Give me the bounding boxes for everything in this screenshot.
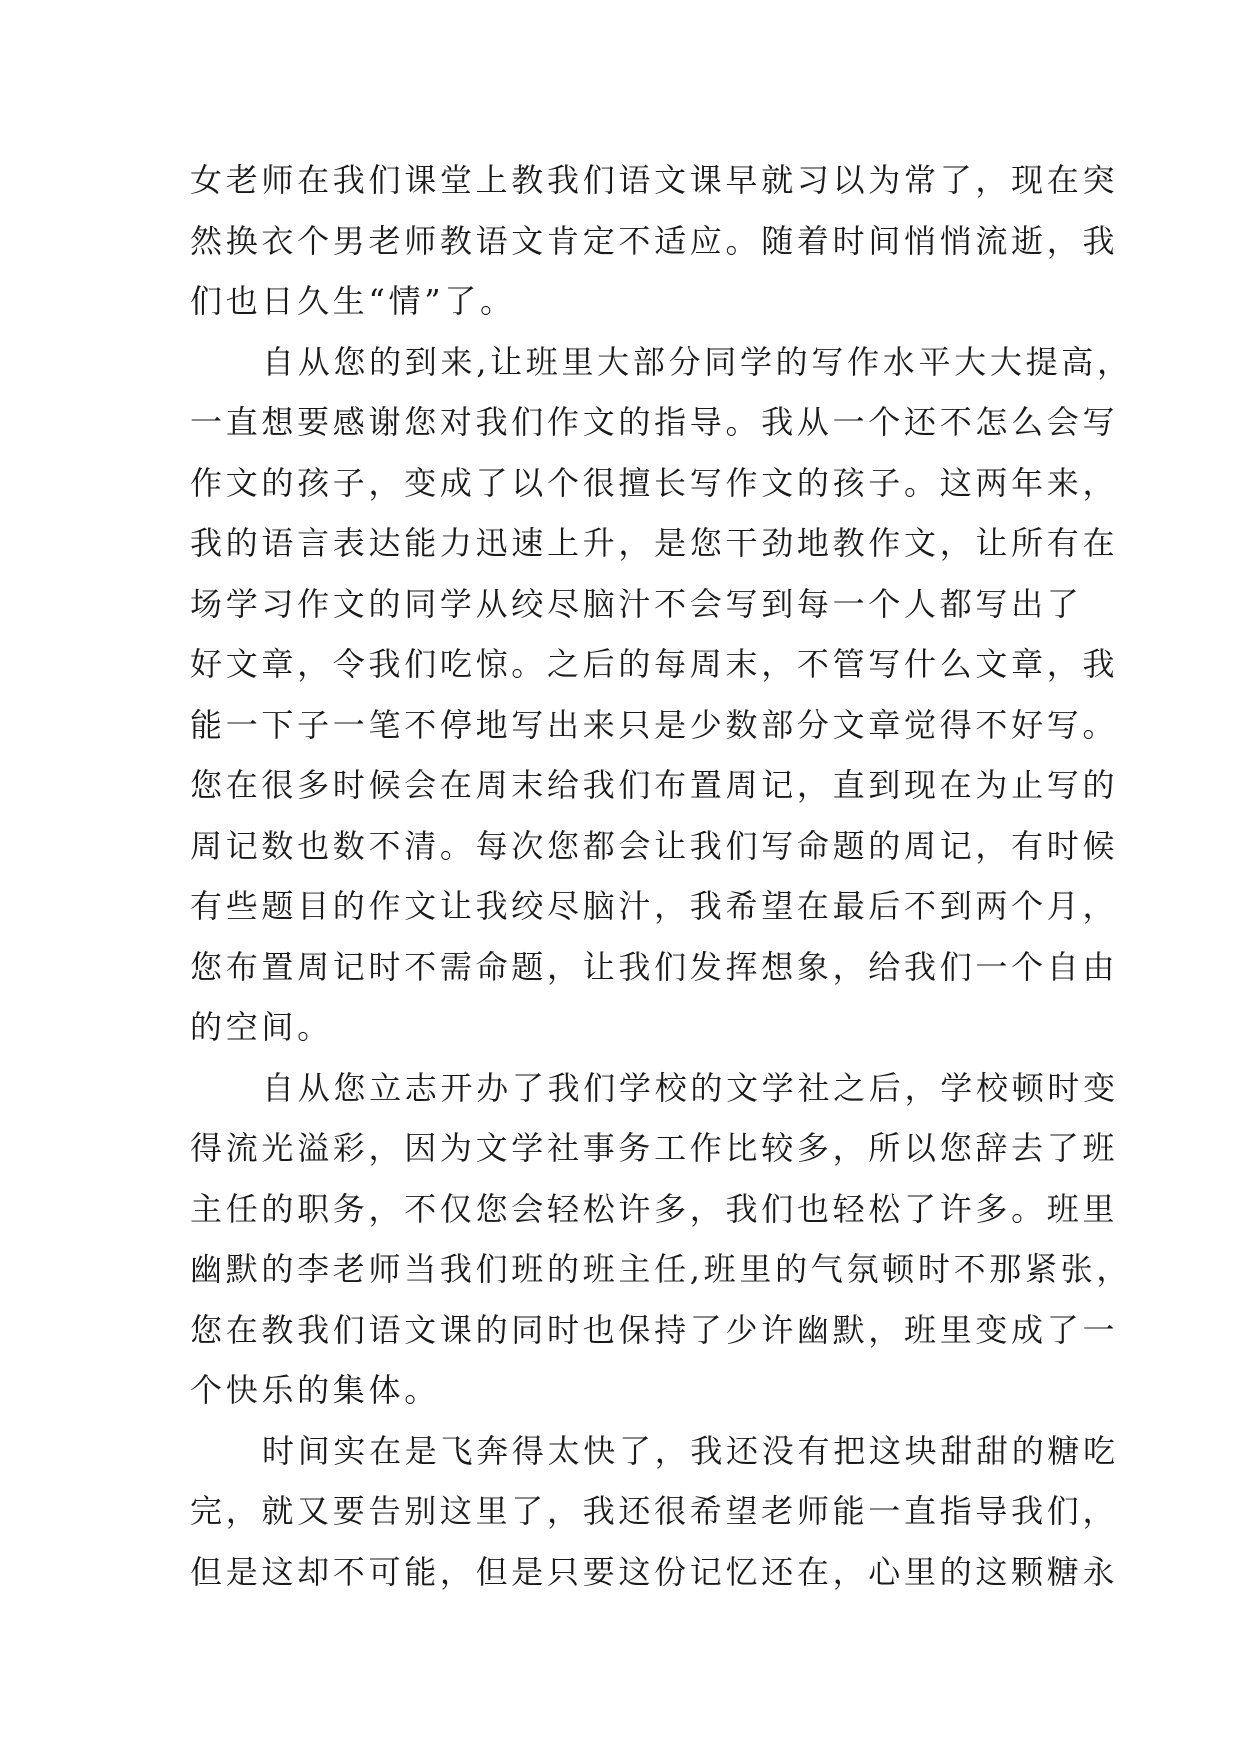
text-line: 主任的职务，不仅您会轻松许多，我们也轻松了许多。班里 <box>190 1189 1119 1228</box>
text-line: 能一下子一笔不停地写出来只是少数部分文章觉得不好写。 <box>190 705 1119 744</box>
paragraph <box>190 1421 1119 1603</box>
text-line: 女老师在我们课堂上教我们语文课早就习以为常了，现在突 <box>190 161 1119 199</box>
text-line: 您布置周记时不需命题，让我们发挥想象，给我们一个自由 <box>190 947 1119 986</box>
text-line: 自从您的到来,让班里大部分同学的写作水平大大提高， <box>262 342 1133 381</box>
text-line: 时间实在是飞奔得太快了，我还没有把这块甜甜的糖吃 <box>262 1431 1119 1470</box>
text-line: 完，就又要告别这里了，我还很希望老师能一直指导我们， <box>190 1492 1119 1530</box>
text-line: 您在教我们语文课的同时也保持了少许幽默，班里变成了一 <box>190 1310 1119 1349</box>
text-line: 好文章，令我们吃惊。之后的每周末，不管写什么文章，我 <box>190 645 1119 683</box>
paragraph <box>190 1058 1133 1421</box>
text-line: 有些题目的作文让我绞尽脑汁，我希望在最后不到两个月， <box>190 887 1119 925</box>
paragraph <box>190 150 1119 332</box>
text-line: 我的语言表达能力迅速上升，是您干劲地教作文，让所有在 <box>190 524 1119 562</box>
text-line: 一直想要感谢您对我们作文的指导。我从一个还不怎么会写 <box>190 403 1119 441</box>
text-line: 您在很多时候会在周末给我们布置周记，直到现在为止写的 <box>190 766 1119 804</box>
document-body <box>190 150 1133 1602</box>
paragraph <box>190 332 1133 1058</box>
text-line: 个快乐的集体。 <box>190 1371 440 1409</box>
text-line: 们也日久生“情”了。 <box>190 282 516 320</box>
text-line: 作文的孩子，变成了以个很擅长写作文的孩子。这两年来， <box>190 463 1119 502</box>
text-line: 的空间。 <box>190 1008 333 1046</box>
text-line: 自从您立志开办了我们学校的文学社之后，学校顿时变 <box>262 1068 1119 1107</box>
text-line: 然换衣个男老师教语文肯定不适应。随着时间悄悄流逝，我 <box>190 221 1119 260</box>
text-line: 得流光溢彩，因为文学社事务工作比较多，所以您辞去了班 <box>190 1129 1119 1167</box>
text-line: 但是这却不可能，但是只要这份记忆还在，心里的这颗糖永 <box>190 1552 1119 1591</box>
text-line: 周记数也数不清。每次您都会让我们写命题的周记，有时候 <box>190 826 1119 865</box>
text-line: 场学习作文的同学从绞尽脑汁不会写到每一个人都写出了 <box>190 584 1083 623</box>
text-line: 幽默的李老师当我们班的班主任,班里的气氛顿时不那紧张， <box>190 1250 1133 1288</box>
